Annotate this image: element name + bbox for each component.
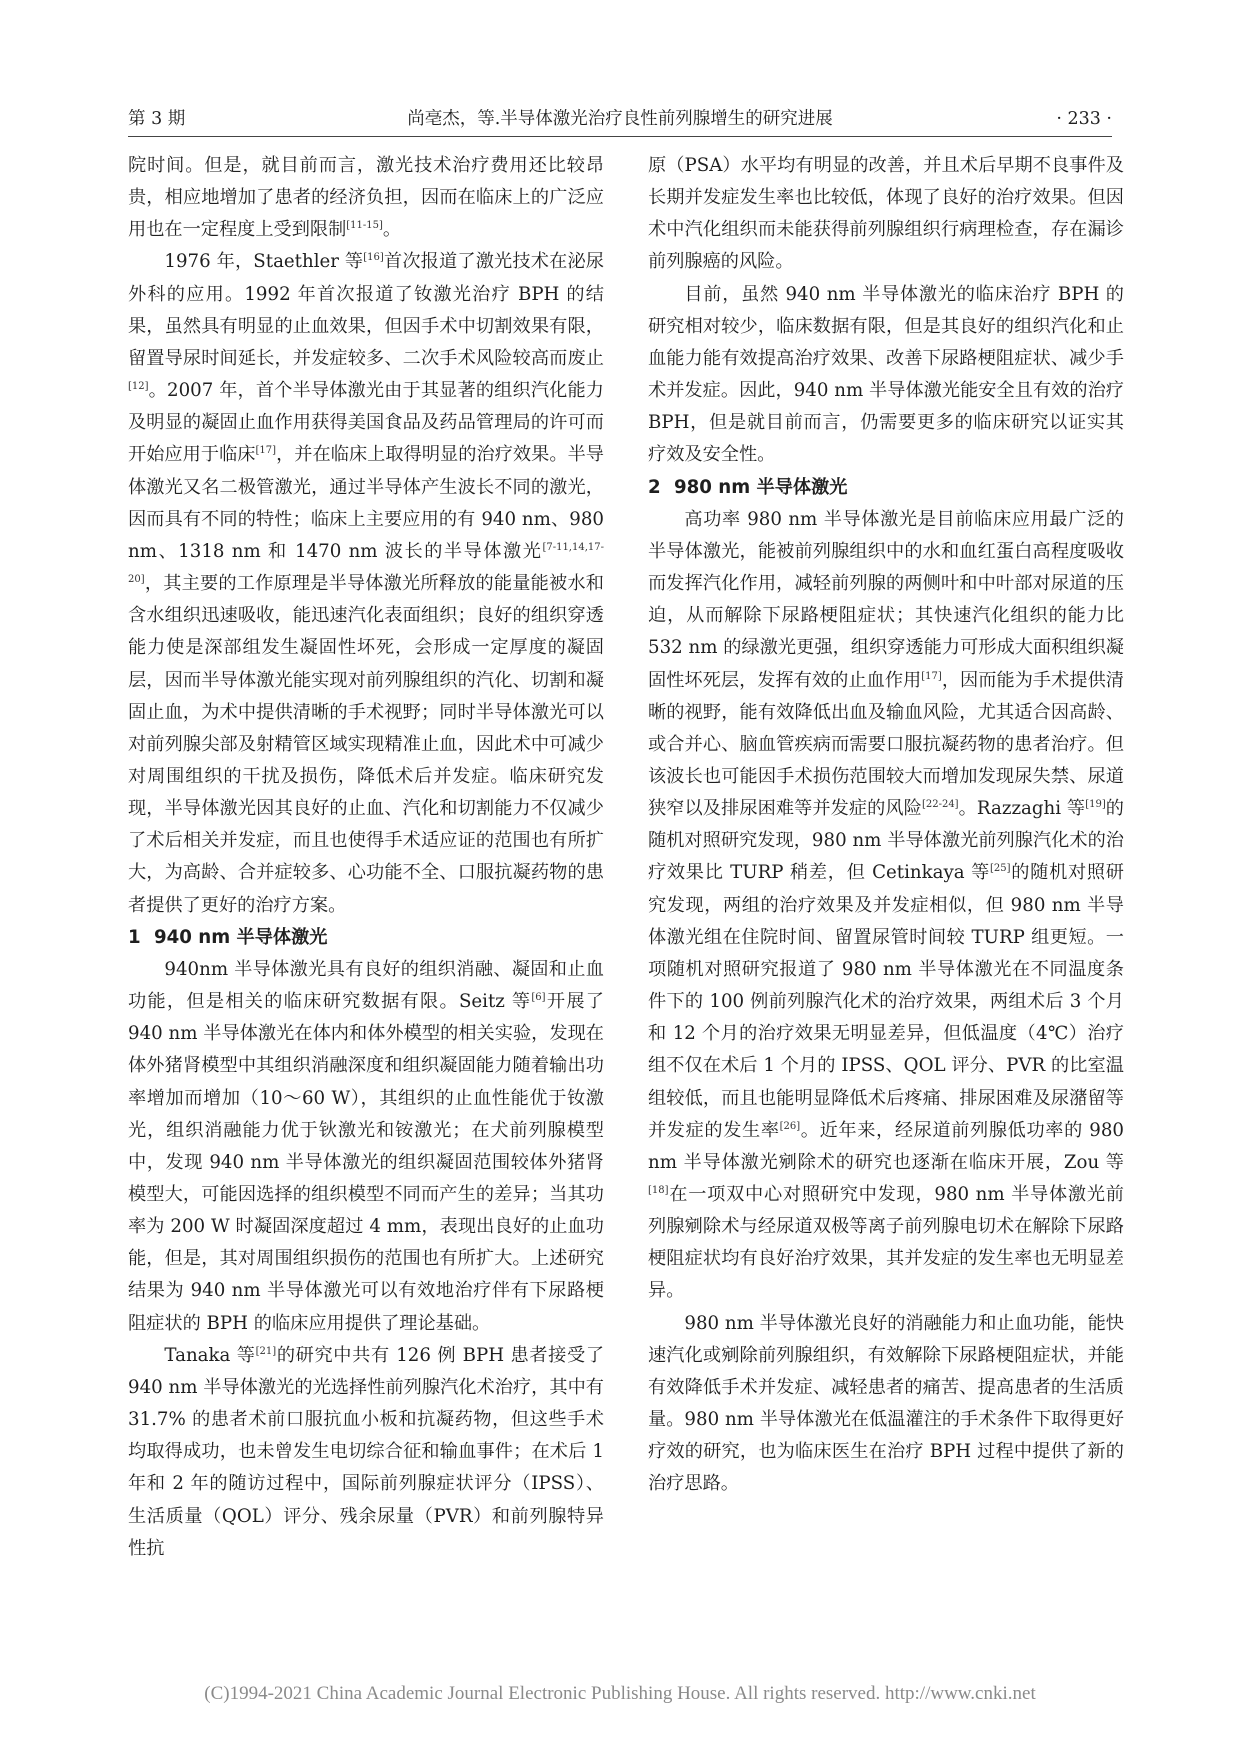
citation[interactable]: [18] (648, 1185, 669, 1196)
paragraph: 980 nm 半导体激光良好的消融能力和止血功能，能快速汽化或剜除前列腺组织，有效解除下尿路梗阻症状，并能有效降低手术并发症、减轻患者的痛苦、提高患者的生活质量。980 nm 半导体激光在低温灌注的手术条件下取得更好疗效的研究，也为临床医生在治疗 BPH 过程中提供了新的治疗思路。 (648, 1312, 1124, 1495)
citation[interactable]: [26] (779, 1120, 801, 1132)
paragraph: 940nm 半导体激光具有良好的组织消融、凝固和止血功能，但是相关的临床研究数据有限。Seitz 等[6]开展了 940 nm 半导体激光在体内和体外模型的相关实验，发现在体外猪肾模型中其组织消融深度和组织凝固能力随着输出功率增加而增加（10～60 W），其组织的止血性能优于钕激光，组织消融能力优于钬激光和铵激光；在犬前列腺模型中，发现 940 nm 半导体激光的组织凝固范围较体外猪肾模型大，可能因选择的组织模型不同而产生的差异；当其功率为 200 W 时凝固深度超过 4 mm，表现出良好的止血功能，但是，其对周围组织损伤的范围也有所扩大。上述研究结果为 940 nm 半导体激光可以有效地治疗伴有下尿路梗阻症状的 BPH 的临床应用提供了理论基础。 (128, 958, 604, 1334)
paragraph: 原（PSA）水平均有明显的改善，并且术后早期不良事件及长期并发症发生率也比较低，体现了良好的治疗效果。但因术中汽化组织而未能获得前列腺组织行病理检查，存在漏诊前列腺癌的风险。 (648, 155, 1124, 273)
section-heading-980nm: 2 980 nm 半导体激光 (648, 476, 848, 498)
copyright-footer: (C)1994-2021 China Academic Journal Electronic Publishing House. All rights reserved. http://www.cnki.net (204, 1683, 1036, 1704)
citation[interactable]: [12] (128, 381, 149, 393)
paragraph: 高功率 980 nm 半导体激光是目前临床应用最广泛的半导体激光，能被前列腺组织中的水和血红蛋白高程度吸收而发挥汽化作用，减轻前列腺的两侧叶和中叶部对尿道的压迫，从而解除下尿路梗阻症状；其快速汽化组织的能力比 532 nm 的绿激光更强，组织穿透能力可形成大面积组织凝固性坏死层，发挥有效的止血作用[17]，因而能为手术提供清晰的视野，能有效降低出血及输血风险，尤其适合因高龄、或合并心、脑血管疾病而需要口服抗凝药物的患者治疗。但该波长也可能因手术损伤范围较大而增加发现尿失禁、尿道狭窄以及排尿困难等并发症的风险[22-24]。Razzaghi 等[19]的随机对照研究发现，980 nm 半导体激光前列腺汽化术的治疗效果比 TURP 稍差，但 Cetinkaya 等[25]的随机对照研究发现，两组的治疗效果及并发症相似，但 980 nm 半导体激光组在住院时间、留置尿管时间较 TURP 组更短。一项随机对照研究报道了 980 nm 半导体激光在不同温度条件下的 100 例前列腺汽化术的治疗效果，两组术后 3 个月和 12 个月的治疗效果无明显差异，但低温度（4℃）治疗组不仅在术后 1 个月的 IPSS、QOL 评分、PVR 的比室温组较低，而且也能明显降低术后疼痛、排尿困难及尿潴留等并发症的发生率[26]。近年来，经尿道前列腺低功率的 980 nm 半导体激光剜除术的研究也逐渐在临床开展，Zou 等[18]在一项双中心对照研究中发现，980 nm 半导体激光前列腺剜除术与经尿道双极等离子前列腺电切术在解除下尿路梗阻症状均有良好治疗效果，其并发症的发生率也无明显差异。 (648, 508, 1124, 1302)
paragraph: 1976 年，Staethler 等[16]首次报道了激光技术在泌尿外科的应用。1992 年首次报道了钕激光治疗 BPH 的结果，虽然具有明显的止血效果，但因手术中切割效果有限，留置导尿时间延长，并发症较多、二次手术风险较高而废止[12]。2007 年，首个半导体激光由于其显著的组织汽化能力及明显的凝固止血作用获得美国食品及药品管理局的许可而开始应用于临床[17]，并在临床上取得明显的治疗效果。半导体激光又名二极管激光，通过半导体产生波长不同的激光，因而具有不同的特性；临床上主要应用的有 940 nm、980 nm、1318 nm 和 1470 nm 波长的半导体激光[7-11,14,17-20]，其主要的工作原理是半导体激光所释放的能量能被水和含水组织迅速吸收，能迅速汽化表面组织；良好的组织穿透能力使是深部组发生凝固性坏死，会形成一定厚度的凝固层，因而半导体激光能实现对前列腺组织的汽化、切割和凝固止血，为术中提供清晰的手术视野；同时半导体激光可以对前列腺尖部及射精管区域实现精准止血，因此术中可减少对周围组织的干扰及损伤，降低术后并发症。临床研究发现，半导体激光因其良好的止血、汽化和切割能力不仅减少了术后相关并发症，而且也使得手术适应证的范围也有所扩大，为高龄、合并症较多、心功能不全、口服抗凝药物的患者提供了更好的治疗方案。 (128, 251, 604, 916)
left-column (128, 150, 604, 1565)
citation[interactable]: [17] (255, 445, 277, 457)
paragraph: 院时间。但是，就目前而言，激光技术治疗费用还比较昂贵，相应地增加了患者的经济负担，因而在临床上的广泛应用也在一定程度上受到限制[11-15]。 (128, 155, 604, 241)
citation[interactable]: [22-24] (921, 799, 959, 811)
citation[interactable]: [17] (921, 670, 942, 682)
page-number: · 233 · (1056, 109, 1112, 129)
citation[interactable]: [25] (990, 863, 1011, 875)
citation[interactable]: [6] (531, 992, 546, 1004)
running-title: 尚亳杰，等.半导体激光治疗良性前列腺增生的研究进展 (407, 109, 833, 129)
right-column (648, 150, 1124, 1501)
citation[interactable]: [7-11,14,17-20] (128, 541, 604, 586)
issue-number: 第 3 期 (128, 109, 186, 129)
citation[interactable]: [16] (363, 252, 384, 264)
section-heading-940nm: 1 940 nm 半导体激光 (128, 926, 328, 948)
citation[interactable]: [19] (1085, 799, 1106, 811)
header-rule (128, 136, 1112, 137)
citation[interactable]: [21] (255, 1345, 277, 1357)
running-header (128, 104, 1112, 134)
citation[interactable]: [11-15] (346, 220, 383, 232)
paragraph: Tanaka 等[21]的研究中共有 126 例 BPH 患者接受了 940 nm 半导体激光的光选择性前列腺汽化术治疗，其中有 31.7% 的患者术前口服抗血小板和抗凝药物，但这些手术均取得成功，也未曾发生电切综合征和输血事件；在术后 1 年和 2 年的随访过程中，国际前列腺症状评分（IPSS）、生活质量（QOL）评分、残余尿量（PVR）和前列腺特异性抗 (128, 1344, 605, 1559)
paragraph: 目前，虽然 940 nm 半导体激光的临床治疗 BPH 的研究相对较少，临床数据有限，但是其良好的组织汽化和止血能力能有效提高治疗效果、改善下尿路梗阻症状、减少手术并发症。因此，940 nm 半导体激光能安全且有效的治疗 BPH，但是就目前而言，仍需要更多的临床研究以证实其疗效及安全性。 (648, 283, 1124, 466)
